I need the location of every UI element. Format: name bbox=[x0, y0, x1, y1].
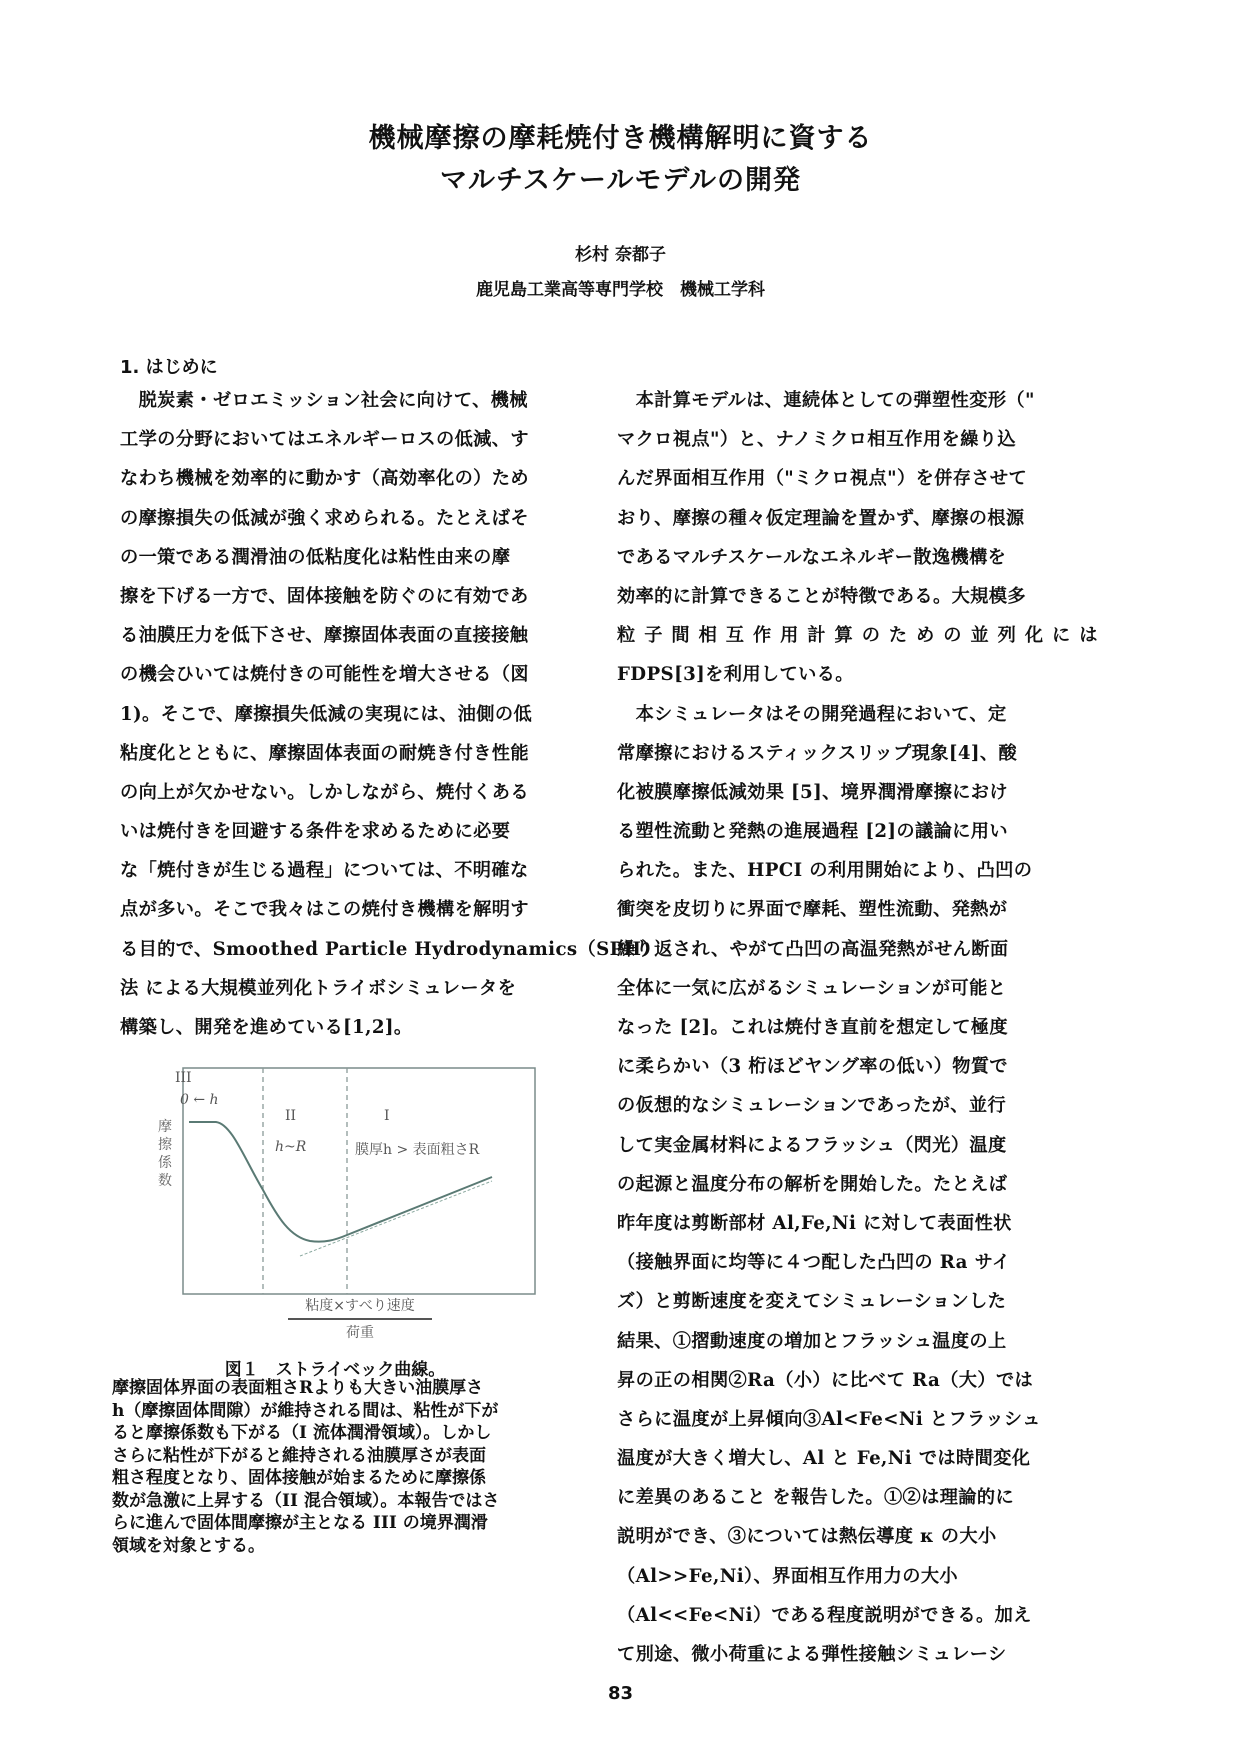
body-line: の向上が欠かせない。しかしながら、焼付くある bbox=[120, 781, 529, 803]
body-line: な「焼付きが生じる過程」については、不明確な bbox=[120, 860, 529, 882]
paper-title bbox=[0, 118, 1241, 202]
region-II-sublabel: h~R bbox=[275, 1139, 307, 1155]
body-line: FDPS[3]を利用している。 bbox=[617, 664, 854, 686]
body-line: 本シミュレータはその開発過程において、定 bbox=[617, 703, 1007, 725]
body-line: 工学の分野においてはエネルギーロスの低減、す bbox=[120, 429, 529, 451]
title-line-2: マルチスケールモデルの開発 bbox=[439, 165, 802, 196]
body-line: 温度が大きく増大し、Al と Fe,Ni では時間変化 bbox=[617, 1448, 1031, 1470]
caption-line: 粗さ程度となり、固体接触が始まるために摩擦係 bbox=[112, 1468, 486, 1488]
body-line: 説明ができ、③については熱伝導度 κ の大小 bbox=[617, 1526, 997, 1548]
title-line-1: 機械摩擦の摩耗焼付き機構解明に資する bbox=[368, 123, 873, 154]
body-line: に柔らかい（3 桁ほどヤング率の低い）物質で bbox=[617, 1056, 1008, 1078]
caption-line: ると摩擦係数も下がる（I 流体潤滑領域）。しかし bbox=[112, 1423, 492, 1443]
author-name: 杉村 奈都子 bbox=[575, 245, 666, 265]
body-line: 点が多い。そこで我々はこの焼付き機構を解明す bbox=[120, 899, 529, 921]
body-line: 昇の正の相関②Ra（小）に比べて Ra（大）では bbox=[617, 1369, 1034, 1391]
body-line: いは焼付きを回避する条件を求めるために必要 bbox=[120, 821, 511, 843]
caption-line: さらに粘性が下がると維持される油膜厚さが表面 bbox=[112, 1445, 486, 1466]
body-line: 1)。そこで、摩擦損失低減の実現には、油側の低 bbox=[120, 703, 533, 725]
caption-line: 領域を対象とする。 bbox=[112, 1535, 265, 1556]
body-line: 粘度化とともに、摩擦固体表面の耐焼き付き性能 bbox=[120, 742, 529, 764]
figure-caption bbox=[112, 1377, 552, 1557]
body-line: 結果、①摺動速度の増加とフラッシュ温度の上 bbox=[617, 1330, 1007, 1352]
caption-line: らに進んで固体間摩擦が主となる III の境界潤滑 bbox=[112, 1513, 488, 1533]
body-line: に差異のあること を報告した。①②は理論的に bbox=[617, 1487, 1015, 1509]
asymptote-line bbox=[300, 1181, 492, 1256]
region-I-label: I bbox=[384, 1108, 390, 1124]
region-III-sublabel: 0 ← h bbox=[180, 1092, 219, 1108]
body-line: の一策である潤滑油の低粘度化は粘性由来の摩 bbox=[120, 546, 511, 568]
body-line: られた。また、HPCI の利用開始により、凸凹の bbox=[617, 860, 1033, 882]
body-line: 効率的に計算できることが特徴である。大規模多 bbox=[617, 585, 1026, 607]
body-line: 擦を下げる一方で、固体接触を防ぐのに有効であ bbox=[120, 585, 529, 607]
body-line: 昨年度は剪断部材 Al,Fe,Ni に対して表面性状 bbox=[617, 1212, 1012, 1234]
y-axis-label: 摩 擦 係 数 bbox=[158, 1119, 172, 1189]
right-column-body bbox=[617, 381, 1107, 1674]
body-line: 構築し、開発を進めている[1,2]。 bbox=[120, 1017, 413, 1038]
body-line: 繰り返され、やがて凸凹の高温発熱がせん断面 bbox=[617, 938, 1009, 960]
body-line: 粒子間相互作用計算のための並列化には bbox=[617, 625, 1107, 647]
body-line: の仮想的なシミュレーションであったが、並行 bbox=[617, 1095, 1007, 1117]
body-line: であるマルチスケールなエネルギー散逸機構を bbox=[617, 546, 1007, 568]
region-III-label: III bbox=[175, 1070, 192, 1086]
region-I-sublabel: 膜厚h > 表面粗さR bbox=[355, 1142, 480, 1158]
body-line: ズ）と剪断速度を変えてシミュレーションした bbox=[617, 1291, 1007, 1313]
stribeck-chart bbox=[150, 1050, 550, 1295]
body-line: 本計算モデルは、連続体としての弾塑性変形（" bbox=[617, 390, 1035, 411]
body-line: る目的で、Smoothed Particle Hydrodynamics（SPH） bbox=[120, 938, 660, 960]
region-II-label: II bbox=[285, 1108, 297, 1124]
body-line: なった [2]。これは焼付き直前を想定して極度 bbox=[617, 1017, 1008, 1038]
body-line: （接触界面に均等に４つ配した凸凹の Ra サイ bbox=[617, 1252, 1011, 1274]
body-line: る塑性流動と発熱の進展過程 [2]の議論に用い bbox=[617, 821, 1008, 843]
body-line: 脱炭素・ゼロエミッション社会に向けて、機械 bbox=[120, 390, 528, 411]
body-line: んだ界面相互作用（"ミクロ視点"）を併存させて bbox=[617, 468, 1028, 490]
body-line: て別途、微小荷重による弾性接触シミュレーシ bbox=[617, 1644, 1007, 1665]
body-line: の機会ひいては焼付きの可能性を増大させる（図 bbox=[120, 664, 529, 686]
body-line: の起源と温度分布の解析を開始した。たとえば bbox=[617, 1173, 1008, 1195]
body-line: さらに温度が上昇傾向③Al<Fe<Ni とフラッシュ bbox=[617, 1408, 1041, 1430]
stribeck-figure bbox=[150, 1050, 550, 1295]
body-line: 衝突を皮切りに界面で摩耗、塑性流動、発熱が bbox=[617, 899, 1008, 921]
body-line: マクロ視点"）と、ナノミクロ相互作用を繰り込 bbox=[617, 429, 1016, 451]
body-line: 法 による大規模並列化トライボシミュレータを bbox=[120, 977, 517, 999]
affiliation: 鹿児島工業高等専門学校 機械工学科 bbox=[476, 280, 765, 300]
body-line: の摩擦損失の低減が強く求められる。たとえばそ bbox=[120, 507, 529, 529]
body-line: 常摩擦におけるスティックスリップ現象[4]、酸 bbox=[617, 742, 1018, 764]
x-axis-fraction-bar bbox=[288, 1318, 432, 1320]
page-number: 83 bbox=[607, 1683, 634, 1704]
body-line: なわち機械を効率的に動かす（高効率化の）ため bbox=[120, 468, 529, 490]
body-line: して実金属材料によるフラッシュ（閃光）温度 bbox=[617, 1134, 1007, 1156]
body-line: おり、摩擦の種々仮定理論を置かず、摩擦の根源 bbox=[617, 507, 1025, 529]
caption-line: h（摩擦固体間隙）が維持される間は、粘性が下が bbox=[112, 1400, 499, 1421]
body-line: 全体に一気に広がるシミュレーションが可能と bbox=[617, 977, 1007, 999]
caption-line: 数が急激に上昇する（II 混合領域）。本報告ではさ bbox=[112, 1490, 500, 1511]
body-line: （Al<<Fe<Ni）である程度説明ができる。加え bbox=[617, 1604, 1032, 1626]
body-line: る油膜圧力を低下させ、摩擦固体表面の直接接触 bbox=[120, 625, 529, 647]
body-line: （Al>>Fe,Ni）、界面相互作用力の大小 bbox=[617, 1565, 958, 1587]
body-line: 化被膜摩擦低減効果 [5]、境界潤滑摩擦におけ bbox=[617, 781, 1008, 803]
caption-line: 摩擦固体界面の表面粗さRよりも大きい油膜厚さ bbox=[112, 1378, 484, 1398]
section-heading: 1. はじめに bbox=[120, 357, 218, 378]
x-axis-label-denominator: 荷重 bbox=[346, 1325, 374, 1341]
left-column-body bbox=[120, 381, 660, 1047]
x-axis-label-numerator: 粘度×すべり速度 bbox=[305, 1298, 415, 1314]
figure-caption-title: 図１ ストライベック曲線。 bbox=[224, 1360, 446, 1380]
